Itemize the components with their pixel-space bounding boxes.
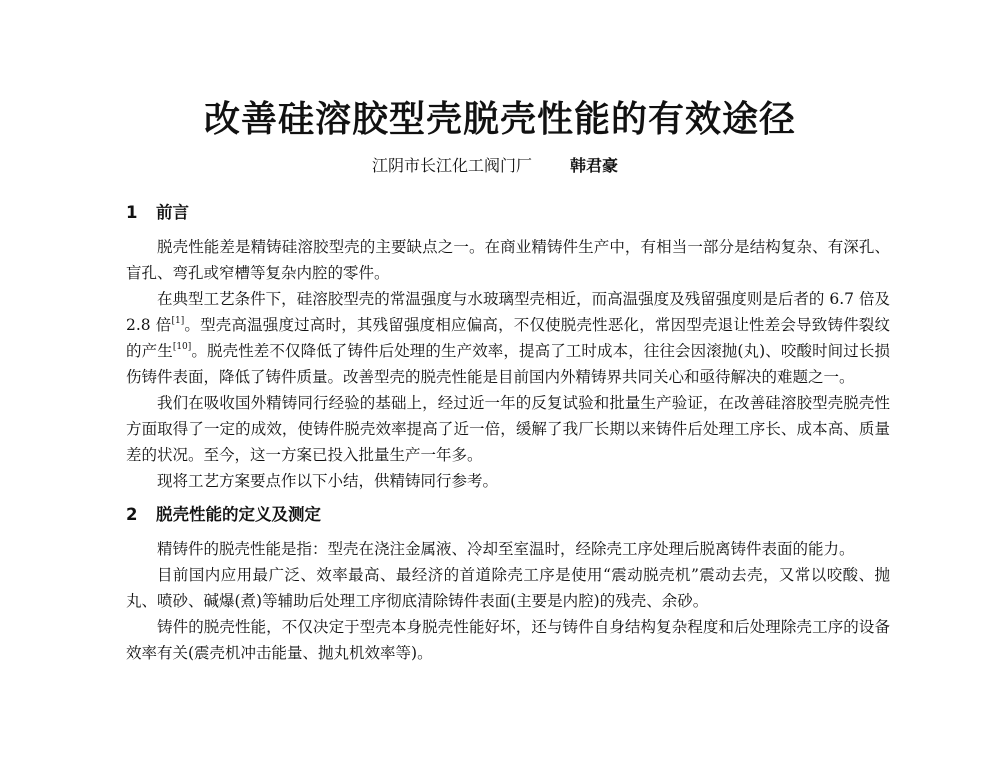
section-number: 2 <box>126 505 138 524</box>
spacer <box>126 494 890 502</box>
affiliation: 江阴市长江化工阀门厂 <box>372 156 533 175</box>
section-heading <box>126 200 890 226</box>
section-number: 1 <box>126 203 138 222</box>
spacer <box>126 226 890 234</box>
author: 韩君豪 <box>570 156 619 175</box>
paragraph: 目前国内应用最广泛、效率最高、最经济的首道除壳工序是使用“震动脱壳机”震动去壳，又常以咬酸、抛丸、喷砂、碱爆(煮)等辅助后处理工序彻底清除铸件表面(主要是内腔)的残壳、余砂。 <box>126 566 890 610</box>
paragraph-text: 。型壳高温强度过高时，其残留强度相应偏高，不仅使脱壳性恶化，常因型壳退让性差会导致铸件裂纹的产生 <box>126 316 890 360</box>
paragraph: 铸件的脱壳性能，不仅决定于型壳本身脱壳性能好坏，还与铸件自身结构复杂程度和后处理除壳工序的设备效率有关(震壳机冲击能量、抛丸机效率等)。 <box>126 618 890 662</box>
paragraph <box>126 286 890 390</box>
paragraph: 我们在吸收国外精铸同行经验的基础上，经过近一年的反复试验和批量生产验证，在改善硅溶胶型壳脱壳性方面取得了一定的成效，使铸件脱壳效率提高了近一倍，缓解了我厂长期以来铸件后处理工序长、成本高、质量差的状况。至今，这一方案已投入批量生产一年多。 <box>126 394 890 464</box>
page-title: 改善硅溶胶型壳脱壳性能的有效途径 <box>203 99 796 140</box>
byline <box>372 154 618 178</box>
article-body <box>126 200 890 666</box>
paragraph-text: 。脱壳性差不仅降低了铸件后处理的生产效率，提高了工时成本，往往会因滚抛(丸)、咬酸时间过长损伤铸件表面，降低了铸件质量。改善型壳的脱壳性能是目前国内外精铸界共同关心和亟待解决的难题之一。 <box>126 342 890 386</box>
section-title: 脱壳性能的定义及测定 <box>156 505 321 524</box>
paragraph: 脱壳性能差是精铸硅溶胶型壳的主要缺点之一。在商业精铸件生产中，有相当一部分是结构复杂、有深孔、盲孔、弯孔或窄槽等复杂内腔的零件。 <box>126 238 890 282</box>
paragraph-text: 在典型工艺条件下，硅溶胶型壳的常温强度与水玻璃型壳相近，而高温强度及残留强度则是后者的 6.7 倍及 2.8 倍 <box>126 290 890 334</box>
spacer <box>126 528 890 536</box>
section-title: 前言 <box>156 203 189 222</box>
citation: [10] <box>172 342 192 352</box>
paragraph: 现将工艺方案要点作以下小结，供精铸同行参考。 <box>157 472 499 490</box>
paragraph: 精铸件的脱壳性能是指：型壳在浇注金属液、冷却至室温时，经除壳工序处理后脱离铸件表面的能力。 <box>157 540 855 558</box>
citation: [1] <box>171 316 185 326</box>
section-heading <box>126 502 890 528</box>
